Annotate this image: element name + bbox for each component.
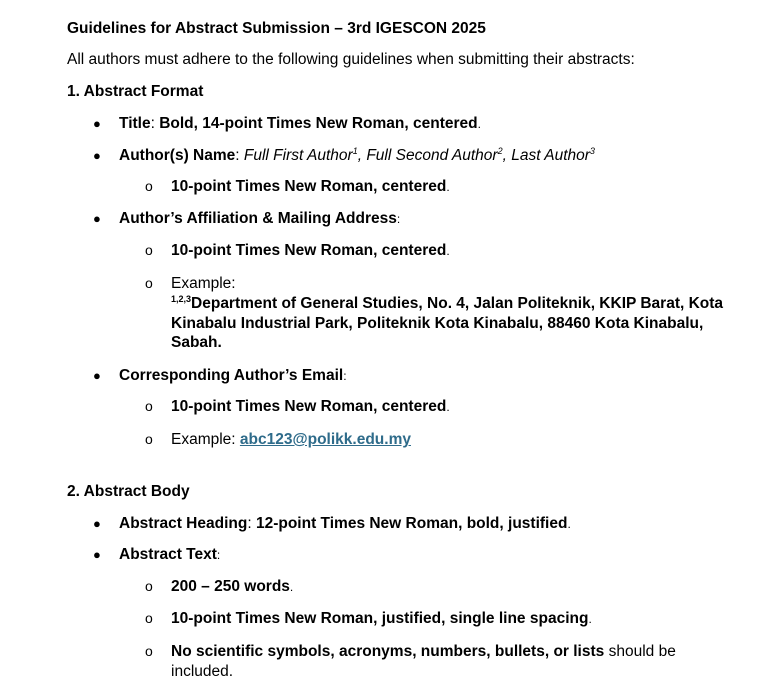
section-2-heading: 2. Abstract Body <box>67 483 190 500</box>
circle-bullet-icon: o <box>145 578 153 594</box>
author-3-sup: 3 <box>589 145 595 156</box>
disc-bullet-icon: ● <box>93 148 101 163</box>
title-guideline <box>119 114 481 134</box>
affiliation-sup: 1,2,3 <box>171 293 192 304</box>
circle-bullet-icon: o <box>145 242 153 258</box>
word-count-rule: 200 – 250 words. <box>171 578 294 595</box>
disc-bullet-icon: ● <box>93 516 101 531</box>
disc-bullet-icon: ● <box>93 547 101 562</box>
symbols-rule: No scientific symbols, acronyms, numbers, bullets, or lists should be included. <box>171 643 676 680</box>
author-2: , Full Second Author <box>357 147 498 164</box>
affiliation-example-address: $^{1,2,3}$Department of General Studies, No. 4, Jalan Politeknik, KKIP Barat, Kota Kinabalu Industrial Park, Politeknik Kota Kinabalu, 88460 Kota Kinabalu, Sabah. <box>171 293 724 351</box>
abstract-heading-label: Abstract Heading <box>119 515 248 532</box>
document-title: Guidelines for Abstract Submission – 3rd IGESCON 2025 <box>67 20 486 37</box>
email-font-rule: 10-point Times New Roman, centered. <box>171 398 450 415</box>
author-label: Author(s) Name <box>119 147 236 164</box>
author-2-sup: 2 <box>497 145 503 156</box>
disc-bullet-icon: ● <box>93 116 101 131</box>
disc-bullet-icon: ● <box>93 368 101 383</box>
abstract-text-label: Abstract Text <box>119 546 217 563</box>
title-colon: : <box>150 115 155 132</box>
email-example <box>171 430 411 449</box>
example-email-link[interactable]: abc123@polikk.edu.my <box>239 431 411 448</box>
author-font-rule: 10-point Times New Roman, centered. <box>171 178 450 195</box>
circle-bullet-icon: o <box>145 398 153 414</box>
intro-text: All authors must adhere to the following guidelines when submitting their abstracts: <box>67 51 635 68</box>
title-value: Bold, 14-point Times New Roman, centered <box>154 115 478 132</box>
section-1-heading: 1. Abstract Format <box>67 83 204 100</box>
author-sep: : <box>235 147 244 164</box>
circle-bullet-icon: o <box>145 610 153 626</box>
title-label: Title <box>119 115 151 132</box>
email-label: Corresponding Author’s Email <box>119 367 344 384</box>
affiliation-font-rule: 10-point Times New Roman, centered. <box>171 242 450 259</box>
author-3: , Last Author <box>502 147 590 164</box>
circle-bullet-icon: o <box>145 431 153 447</box>
abstract-text-guideline: Abstract Text: <box>119 546 221 563</box>
affiliation-guideline: Author’s Affiliation & Mailing Address: <box>119 210 401 227</box>
abstract-heading-guideline: Abstract Heading: 12-point Times New Roman, bold, justified. <box>119 515 571 532</box>
email-guideline: Corresponding Author’s Email: <box>119 367 347 384</box>
author-1: Full First Author <box>243 147 353 164</box>
circle-bullet-icon: o <box>145 178 153 194</box>
disc-bullet-icon: ● <box>93 211 101 226</box>
title-end: . <box>477 117 481 131</box>
affiliation-example-label: Example: <box>171 275 236 292</box>
affiliation-label: Author’s Affiliation & Mailing Address <box>119 210 397 227</box>
circle-bullet-icon: o <box>145 275 153 291</box>
author-guideline <box>119 146 595 165</box>
author-1-sup: 1 <box>352 145 358 156</box>
spacing-rule: 10-point Times New Roman, justified, single line spacing. <box>171 610 592 627</box>
circle-bullet-icon: o <box>145 643 153 659</box>
email-example-label: Example: <box>171 431 240 448</box>
